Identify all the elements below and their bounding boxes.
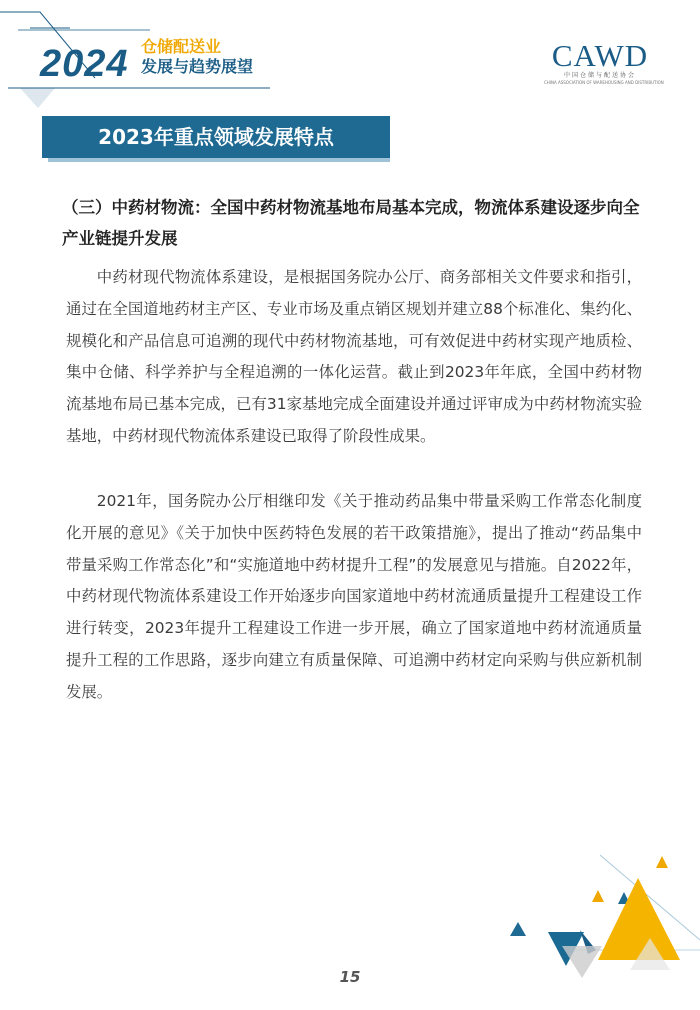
subheading: （三）中药材物流：全国中药材物流基地布局基本完成，物流体系建设逐步向全产业链提升发展 xyxy=(62,198,640,248)
paragraph-2: 2021年，国务院办公厅相继印发《关于推动药品集中带量采购工作常态化制度化开展的意见》《关于加快中医药特色发展的若干政策措施》，提出了推动“药品集中带量采购工作常态化”和“实施道地中药材提升工程”的发展意见与措施。自2022年，中药材现代物流体系建设工作开始逐步向国家道地中药材流通质量提升工程建设工作进行转变，2023年提升工程建设工作进一步开展，确立了国家道地中药材流通质量提升工程的工作思路，逐步向建立有质量保障、可追溯中药材定向采购与供应新机制发展。 xyxy=(66,492,642,701)
header-year: 2024 xyxy=(40,43,129,85)
logo-english-name: CHINA ASSOCIATION OF WAREHOUSING AND DISTRIBUTION xyxy=(544,80,664,85)
header-subtitle-line2: 发展与趋势展望 xyxy=(141,57,254,76)
paragraph-1: 中药材现代物流体系建设，是根据国务院办公厅、商务部相关文件要求和指引，通过在全国道地药材主产区、专业市场及重点销区规划并建立88个标准化、集约化、规模化和产品信息可追溯的现代中药材物流基地，可有效促进中药材实现产地质检、集中仓储、科学养护与全程追溯的一体化运营。截止到2023年年底，全国中药材物流基地布局已基本完成，已有31家基地完成全面建设并通过评审成为中药材物流实验基地，中药材现代物流体系建设已取得了阶段性成果。 xyxy=(66,268,642,445)
section-title: 2023年重点领域发展特点 xyxy=(98,125,334,149)
page-number: 15 xyxy=(339,968,361,986)
triangle-decoration xyxy=(500,850,700,980)
logo-chinese-name: 中国仓储与配送协会 xyxy=(563,72,636,79)
logo-text: CAWD xyxy=(551,38,649,73)
header-subtitle-line1: 仓储配送业 xyxy=(141,37,222,56)
section-banner xyxy=(42,116,390,158)
cawd-logo xyxy=(544,38,664,86)
